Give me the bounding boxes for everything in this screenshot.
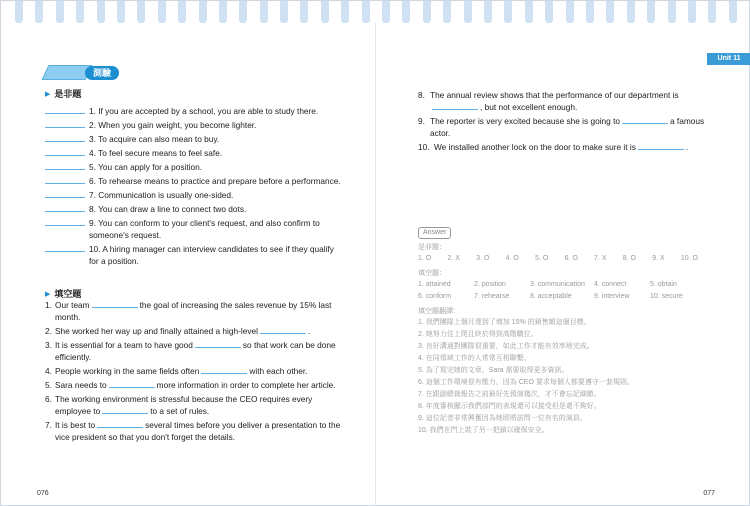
translation-line: 3. 良好溝通對團隊很重要，如此工作才能有效率地完成。: [418, 343, 594, 350]
unit-tab: Unit 11: [707, 53, 750, 65]
triangle-bullet-icon: ▶: [45, 90, 51, 98]
translation-line: 6. 這個工作環境很有壓力，因為 CEO 要求每個人都要遵守一套規則。: [418, 379, 634, 386]
fill-item: 9. The reporter is very excited because she is going to a famous actor.: [418, 116, 705, 138]
answer-tag: Answer: [418, 227, 451, 239]
fill-answer-heading: 填空題：: [418, 270, 446, 277]
fill-item: 8. The annual review shows that the performance of our department is, but not excellent enough.: [418, 90, 679, 112]
fill-item: 5. Sara needs to more information in order to complete her article.: [45, 380, 336, 390]
answer-blank[interactable]: [201, 365, 247, 374]
fill-in-title: ▶ 填空題: [45, 289, 82, 299]
answer-blank[interactable]: [45, 217, 85, 226]
tf-item: 8. You can draw a line to connect two dots.: [45, 203, 345, 215]
answer-blank[interactable]: [638, 141, 684, 150]
right-page: [376, 23, 750, 505]
tf-item: 4. To feel secure means to feel safe.: [45, 147, 345, 159]
tf-item: 1. If you are accepted by a school, you are able to study there.: [45, 105, 345, 117]
answer-blank[interactable]: [45, 203, 85, 212]
translation-line: 5. 為了寫完她的文章，Sara 需要取得更多資訊。: [418, 367, 569, 374]
answer-blank[interactable]: [45, 175, 85, 184]
fill-item: 1. Our team the goal of increasing the sales revenue by 15% last month.: [45, 300, 332, 322]
tf-answers: 1. O 2. X 3. O 4. O 5. O 6. O 7. X 8. O 9. X 10. O: [418, 255, 698, 262]
fill-answers: 1. attained 2. position 3. communication 4. connect 5. obtain 6. conform 7. rehearse 8. acceptable 9. interview 10. secure: [418, 281, 683, 300]
answer-key: [418, 227, 718, 437]
tf-item: 3. To acquire can also mean to buy.: [45, 133, 345, 145]
translation-line: 8. 年度審核顯示我們部門的表現還可以接受但是還不夠好。: [418, 403, 601, 410]
tf-item: 10. A hiring manager can interview candidates to see if they qualify for a position.: [45, 243, 345, 267]
translation-line: 7. 在跟副總裁報告之前最好先預演幾次，才不會忘記細節。: [418, 391, 601, 398]
fill-item: 3. It is essential for a team to have good so that work can be done efficiently.: [45, 340, 336, 362]
answer-blank[interactable]: [432, 101, 478, 110]
answer-blank[interactable]: [45, 105, 85, 114]
answer-blank[interactable]: [102, 405, 148, 414]
translation-line: 4. 在同領域工作的人常常互相聯繫。: [418, 355, 531, 362]
answer-blank[interactable]: [109, 379, 155, 388]
answer-blank[interactable]: [45, 133, 85, 142]
tf-item: 9. You can conform to your client's request, and also confirm to someone's request.: [45, 217, 345, 241]
fill-item: 6. The working environment is stressful because the CEO requires every employee to to a set of rules.: [45, 394, 313, 416]
fill-item: 10. We installed another lock on the door to make sure it is .: [418, 142, 689, 152]
translation-line: 10. 我們在門上裝了另一把鎖以確保安全。: [418, 427, 549, 434]
tf-item: 2. When you gain weight, you become lighter.: [45, 119, 345, 131]
quiz-badge-label: 測驗: [85, 66, 119, 80]
tf-item: 6. To rehearse means to practice and prepare before a performance.: [45, 175, 345, 187]
fill-in-list-continued: [418, 89, 708, 153]
page-number-left: 076: [37, 490, 49, 497]
answer-blank[interactable]: [622, 115, 668, 124]
tf-answer-heading: 是非題：: [418, 244, 446, 251]
answer-blank[interactable]: [45, 243, 85, 252]
translation-line: 1. 我們團隊上個月達到了增加 15% 的銷售額這個目標。: [418, 319, 591, 326]
fill-item: 4. People working in the same fields often with each other.: [45, 366, 308, 376]
tf-item: 7. Communication is usually one-sided.: [45, 189, 345, 201]
answer-blank[interactable]: [45, 161, 85, 170]
answer-blank[interactable]: [45, 147, 85, 156]
translation-line: 9. 這位記者非常興奮因為她即將訪問一位有名的演員。: [418, 415, 587, 422]
fill-item: 2. She worked her way up and finally attained a high-level .: [45, 326, 311, 336]
true-false-title: ▶ 是非題: [45, 89, 82, 99]
left-page: [1, 23, 376, 505]
answer-blank[interactable]: [260, 325, 306, 334]
answer-blank[interactable]: [45, 189, 85, 198]
true-false-list: [45, 105, 345, 267]
page-number-right: 077: [703, 490, 715, 497]
translation-heading: 填空題翻譯：: [418, 308, 460, 315]
answer-blank[interactable]: [97, 419, 143, 428]
quiz-badge: [45, 65, 117, 81]
fill-item: 7. It is best to several times before you deliver a presentation to the vice president so that you don't forget the details.: [45, 420, 341, 442]
triangle-bullet-icon: ▶: [45, 290, 51, 298]
answer-blank[interactable]: [92, 299, 138, 308]
answer-blank[interactable]: [45, 119, 85, 128]
answer-blank[interactable]: [195, 339, 241, 348]
tf-item: 5. You can apply for a position.: [45, 161, 345, 173]
fill-in-list: [45, 299, 345, 443]
spiral-binding: [1, 1, 750, 23]
translation-line: 2. 她努力往上爬且終於得到高階職位。: [418, 331, 538, 338]
